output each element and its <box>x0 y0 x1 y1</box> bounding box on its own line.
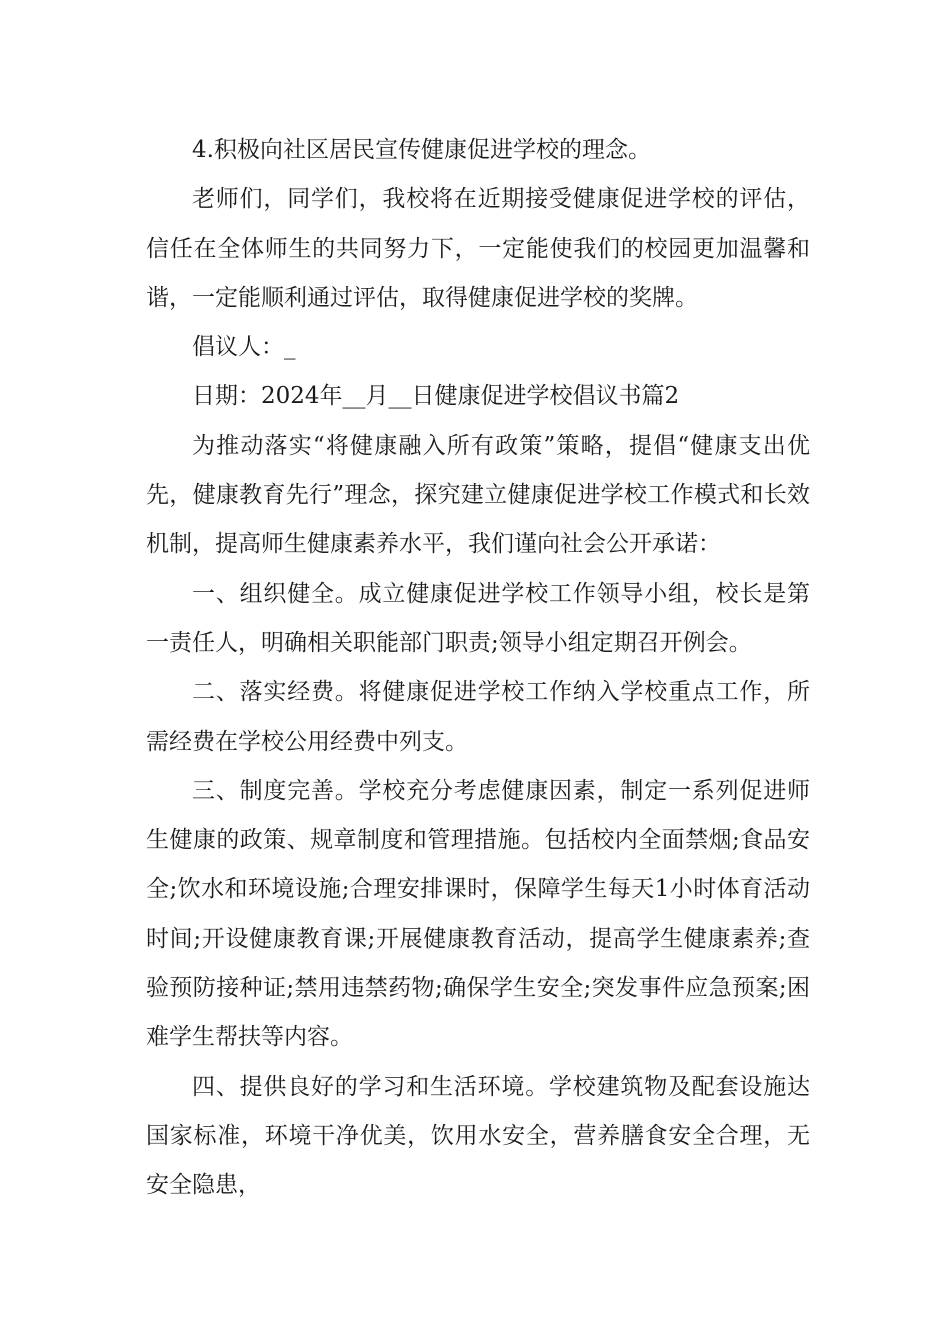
paragraph-intro: 为推动落实“将健康融入所有政策”策略，提倡“健康支出优先，健康教育先行”理念，探究建立健康促进学校工作模式和长效机制，提高师生健康素养水平，我们谨向社会公开承诺： <box>146 432 810 558</box>
paragraph-teachers-students: 老师们，同学们，我校将在近期接受健康促进学校的评估，信任在全体师生的共同努力下，一定能使我们的校园更加温馨和谐，一定能顺利通过评估，取得健康促进学校的奖牌。 <box>146 186 810 311</box>
paragraph-environment: 四、提供良好的学习和生活环境。学校建筑物及配套设施达国家标准，环境干净优美，饮用水安全，营养膳食安全合理，无安全隐患， <box>146 1073 810 1199</box>
paragraph-organization: 一、组织健全。成立健康促进学校工作领导小组，校长是第一责任人，明确相关职能部门职责;领导小组定期召开例会。 <box>146 580 810 656</box>
paragraph-item-4-promote: 4.积极向社区居民宣传健康促进学校的理念。 <box>192 137 651 163</box>
paragraph-initiator: 倡议人：_ <box>192 334 296 361</box>
document-body <box>146 126 810 1211</box>
paragraph-funding: 二、落实经费。将健康促进学校工作纳入学校重点工作，所需经费在学校公用经费中列支。 <box>146 679 810 755</box>
paragraph-system: 三、制度完善。学校充分考虑健康因素，制定一系列促进师生健康的政策、规章制度和管理措施。包括校内全面禁烟;食品安全;饮水和环境设施;合理安排课时，保障学生每天1小时体育活动时间;开设健康教育课;开展健康教育活动，提高学生健康素养;查验预防接种证;禁用违禁药物;确保学生安全;突发事件应急预案;困难学生帮扶等内容。 <box>146 777 810 1051</box>
paragraph-date-title: 日期：2024年__月__日健康促进学校倡议书篇2 <box>192 383 680 410</box>
